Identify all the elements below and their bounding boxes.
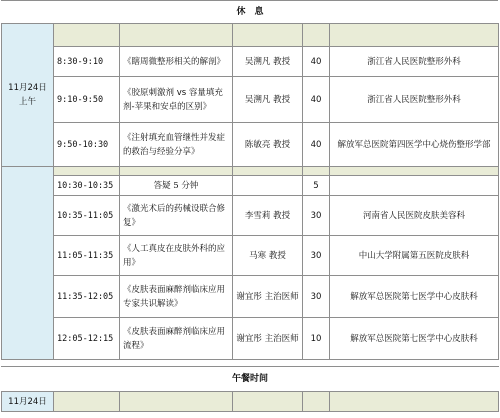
org-cell: 解放军总医院第七医学中心皮肤科 (330, 276, 499, 318)
org-cell: 浙江省人民医院整形外科 (330, 77, 499, 123)
speaker-cell: 马寒 教授 (233, 236, 303, 276)
break-band-label: 休 息 (2, 1, 499, 24)
afternoon-day-label: 11月24日 (8, 396, 47, 407)
spacer-cell (2, 360, 499, 367)
afternoon-header-row (2, 392, 499, 412)
header-cell (54, 24, 120, 47)
table-row (2, 236, 499, 276)
time-cell: 9:10-9:50 (54, 77, 120, 123)
header-cell (303, 167, 330, 176)
header-cell (330, 167, 499, 176)
time-cell: 11:05-11:35 (54, 236, 120, 276)
table-row (2, 196, 499, 236)
org-cell (330, 176, 499, 196)
minutes-cell: 40 (303, 77, 330, 123)
morning-day-label: 11月24日 (8, 83, 47, 93)
org-cell: 解放军总医院第七医学中心皮肤科 (330, 318, 499, 360)
minutes-cell: 30 (303, 236, 330, 276)
topic-cell: 答疑 5 分钟 (120, 176, 233, 196)
morning-period-label: 上午 (18, 97, 36, 107)
speaker-cell: 谢宜彤 主治医师 (233, 318, 303, 360)
table-row (2, 176, 499, 196)
topic-cell: 《瞎周微整形相关的解剖》 (120, 47, 233, 77)
lunch-band-label: 午餐时间 (2, 367, 499, 392)
header-cell (233, 392, 303, 412)
time-cell: 12:05-12:15 (54, 318, 120, 360)
table-row (2, 47, 499, 77)
time-cell: 10:35-11:05 (54, 196, 120, 236)
org-cell: 中山大学附属第五医院皮肤科 (330, 236, 499, 276)
speaker-cell: 吴溯凡 教授 (233, 47, 303, 77)
afternoon-day-cell (2, 392, 54, 412)
time-cell: 9:50-10:30 (54, 123, 120, 167)
time-cell: 8:30-9:10 (54, 47, 120, 77)
header-cell (120, 167, 233, 176)
topic-cell: 《人工真皮在皮肤外科的应用》 (120, 236, 233, 276)
session2-header-row (2, 167, 499, 176)
lunch-band-row (2, 367, 499, 392)
speaker-cell: 吴溯凡 教授 (233, 77, 303, 123)
table-row (2, 318, 499, 360)
org-cell: 河南省人民医院皮肤美容科 (330, 196, 499, 236)
header-cell (120, 392, 233, 412)
minutes-cell: 30 (303, 276, 330, 318)
speaker-cell: 陈敏亮 教授 (233, 123, 303, 167)
org-cell: 浙江省人民医院整形外科 (330, 47, 499, 77)
minutes-cell: 10 (303, 318, 330, 360)
speaker-cell: 谢宜彤 主治医师 (233, 276, 303, 318)
minutes-cell: 5 (303, 176, 330, 196)
header-cell (330, 392, 499, 412)
minutes-cell: 30 (303, 196, 330, 236)
header-cell (54, 392, 120, 412)
header-cell (120, 24, 233, 47)
header-cell (233, 24, 303, 47)
speaker-cell: 李雪莉 教授 (233, 196, 303, 236)
header-cell (233, 167, 303, 176)
schedule-table (1, 0, 499, 412)
table-row (2, 276, 499, 318)
topic-cell: 《皮肤表面麻醉剂临床应用专家共识解读》 (120, 276, 233, 318)
spacer-row (2, 360, 499, 367)
header-cell (330, 24, 499, 47)
topic-cell: 《注射填充血管继性并发症的救治与经验分享》 (120, 123, 233, 167)
header-cell (303, 24, 330, 47)
topic-cell: 《胶原刺激剂 vs 容量填充剂-苹果和安卓的区别》 (120, 77, 233, 123)
header-cell (54, 167, 120, 176)
topic-cell: 《激光术后的药械设联合修复》 (120, 196, 233, 236)
morning-day-cell (2, 24, 54, 167)
table-row (2, 123, 499, 167)
header-cell (303, 392, 330, 412)
time-cell: 11:35-12:05 (54, 276, 120, 318)
break-band-row (2, 1, 499, 24)
topic-cell: 《皮肤表面麻醉剂临床应用流程》 (120, 318, 233, 360)
time-cell: 10:30-10:35 (54, 176, 120, 196)
speaker-cell (233, 176, 303, 196)
minutes-cell: 40 (303, 123, 330, 167)
org-cell: 解放军总医院第四医学中心烧伤整形学部 (330, 123, 499, 167)
table-row (2, 77, 499, 123)
morning-header-row (2, 24, 499, 47)
minutes-cell: 40 (303, 47, 330, 77)
session2-day-cell (2, 167, 54, 360)
